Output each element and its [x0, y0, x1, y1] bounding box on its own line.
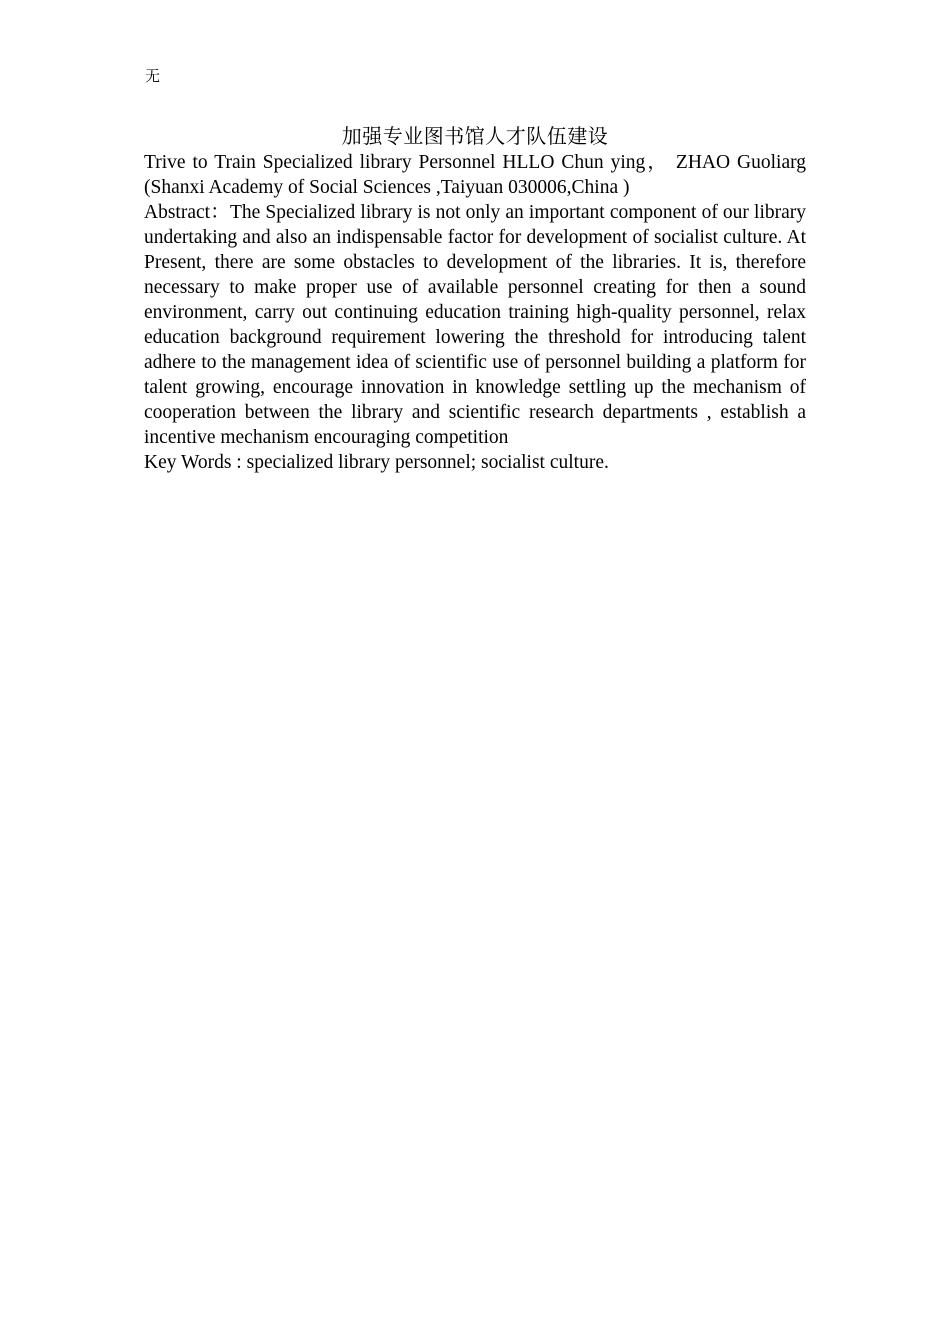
abstract-text: Abstract：The Specialized library is not only an important component of our library undertaking and also an indispensable factor for development of socialist culture. At Present, there are some obstacles to development of the libraries. It is, therefore necessary to make proper use of available personnel creating for then a sound environment, carry out continuing education training high-quality personnel, relax education background requirement lowering the threshold for introducing talent adhere to the management idea of scientific use of personnel building a platform for talent growing, encourage innovation in knowledge settling up the mechanism of cooperation between the library and scientific research departments , establish a incentive mechanism encouraging competition	[144, 202, 806, 448]
document-body	[144, 122, 806, 475]
author-line: Trive to Train Specialized library Personnel HLLO Chun ying， ZHAO Guoliarg (Shanxi Academy of Social Sciences ,Taiyuan 030006,China )	[144, 152, 806, 198]
header-mark: 无	[145, 67, 161, 85]
document-title: 加强专业图书馆人才队伍建设	[341, 124, 609, 148]
keywords-line: Key Words : specialized library personnel; socialist culture.	[144, 452, 609, 473]
